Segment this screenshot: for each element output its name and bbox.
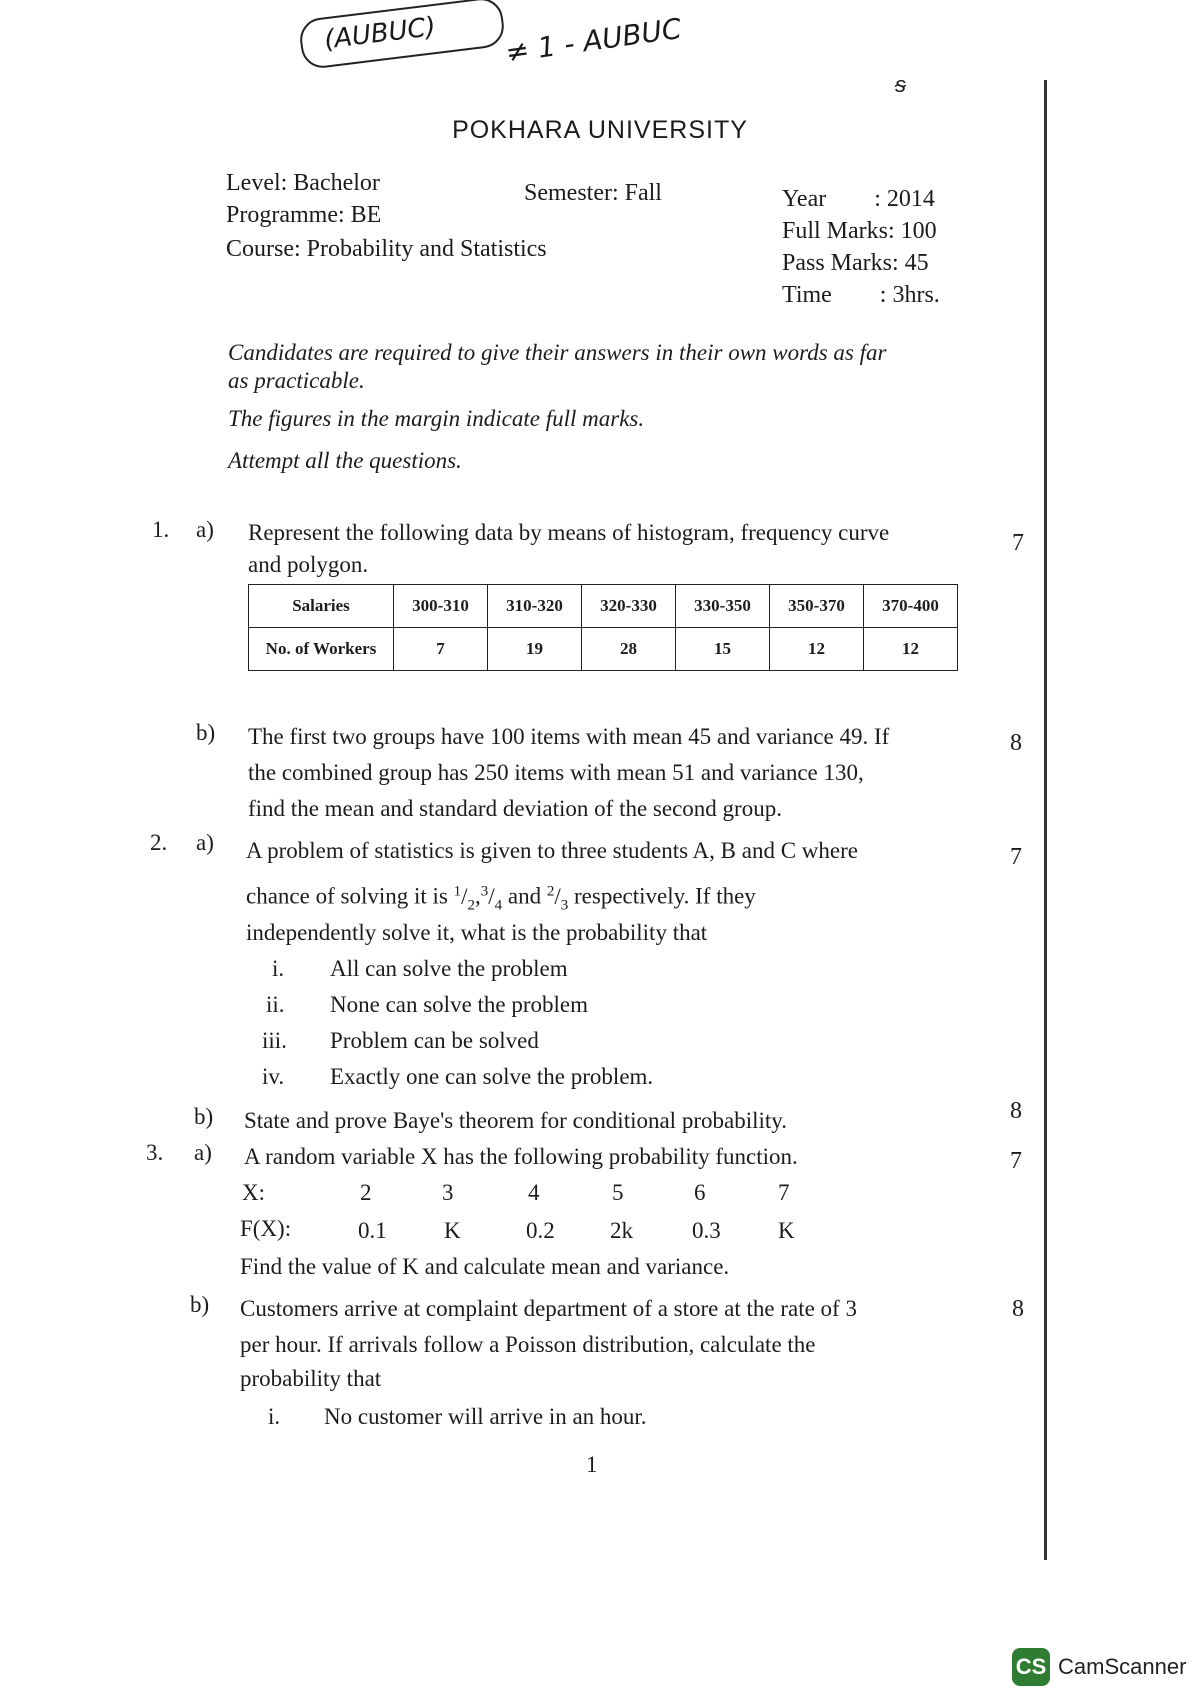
handwritten-note-3: ᵴ	[895, 73, 906, 98]
level: Level: Bachelor	[226, 170, 380, 196]
q2b-marks: 8	[1010, 1098, 1022, 1124]
f-value: 2k	[610, 1218, 633, 1243]
semester: Semester: Fall	[524, 180, 662, 206]
q2b-text: State and prove Baye's theorem for conditional probability.	[244, 1108, 788, 1133]
table-cell: Salaries	[249, 585, 394, 628]
x-value: 7	[778, 1180, 790, 1205]
q2a-text-1: A problem of statistics is given to three students A, B and C where	[246, 838, 858, 863]
q3a-label: a)	[194, 1140, 212, 1165]
table-cell: 15	[676, 628, 770, 671]
q1a-text-1: Represent the following data by means of histogram, frequency curve	[248, 520, 890, 545]
year: Year : 2014	[782, 186, 935, 212]
q1b-marks: 8	[1010, 730, 1022, 756]
handwritten-note-1: (AUBUC)	[322, 11, 438, 56]
table-row	[249, 628, 958, 671]
handwritten-note-2: ≠ 1 - AUBUC	[503, 11, 684, 70]
fraction-3: $^2/_3$	[546, 883, 569, 914]
table-cell: 320-330	[582, 585, 676, 628]
q2a-text-2: chance of solving it is $^1/_2,^3/_4$ and $^2/_3$ respectively. If they	[246, 883, 756, 914]
table-cell: 12	[770, 628, 864, 671]
table-cell: 310-320	[488, 585, 582, 628]
camscanner-label: CamScanner	[1058, 1654, 1187, 1679]
q3b-text-1: Customers arrive at complaint department of a store at the rate of 3	[240, 1296, 857, 1321]
list-item: None can solve the problem	[330, 992, 589, 1017]
instruction-line-3: The figures in the margin indicate full marks.	[228, 406, 645, 431]
q3b-label: b)	[190, 1292, 210, 1317]
table-cell: 300-310	[394, 585, 488, 628]
q2a-text-2-pre: chance of solving it is	[246, 883, 448, 909]
f-value: K	[778, 1218, 795, 1243]
list-item: Problem can be solved	[330, 1028, 539, 1053]
table-cell: 370-400	[864, 585, 958, 628]
fraction-1: $^1/_2$	[453, 883, 475, 914]
table-cell: 28	[582, 628, 676, 671]
q2a-text-3: independently solve it, what is the probability that	[246, 920, 708, 945]
frac2-den: 4	[494, 897, 503, 914]
list-item: Exactly one can solve the problem.	[330, 1064, 654, 1089]
instruction-line-1: Candidates are required to give their answers in their own words as far	[228, 340, 887, 365]
frac3-num: 2	[546, 883, 555, 899]
q2a-marks: 7	[1010, 844, 1022, 870]
q1b-label: b)	[196, 720, 216, 745]
q1b-text-1: The first two groups have 100 items with mean 45 and variance 49. If	[248, 724, 890, 749]
q2-number: 2.	[150, 830, 168, 855]
pass-marks: Pass Marks: 45	[782, 250, 929, 276]
salary-table	[248, 584, 958, 671]
time: Time : 3hrs.	[782, 282, 940, 308]
q3a-text-2: Find the value of K and calculate mean and variance.	[240, 1254, 730, 1279]
programme: Programme: BE	[226, 202, 382, 228]
x-label: X:	[242, 1180, 265, 1205]
x-value: 2	[360, 1180, 372, 1205]
x-value: 5	[612, 1180, 624, 1205]
q1a-text-2: and polygon.	[248, 552, 369, 577]
q3b-text-2: per hour. If arrivals follow a Poisson distribution, calculate the	[240, 1332, 816, 1357]
table-cell: 19	[488, 628, 582, 671]
x-value: 4	[528, 1180, 540, 1205]
table-cell: No. of Workers	[249, 628, 394, 671]
q2b-label: b)	[194, 1104, 214, 1129]
q3a-text: A random variable X has the following probability function.	[244, 1144, 798, 1169]
table-cell: 350-370	[770, 585, 864, 628]
q3b-text-3: probability that	[240, 1366, 382, 1391]
frac3-den: 3	[560, 897, 569, 914]
q1a-label: a)	[196, 517, 214, 542]
list-item: All can solve the problem	[330, 956, 568, 981]
fraction-2: $^3/_4$	[480, 883, 503, 914]
q2a-text-2-post: respectively. If they	[574, 883, 756, 909]
camscanner-logo-icon: CS	[1012, 1648, 1050, 1686]
camscanner-watermark	[1012, 1648, 1186, 1686]
frac2-num: 3	[480, 883, 489, 899]
q3-number: 3.	[146, 1140, 164, 1165]
q2a-label: a)	[196, 830, 214, 855]
x-value: 6	[694, 1180, 706, 1205]
q1-number: 1.	[152, 517, 170, 542]
list-item-number: iv.	[262, 1064, 285, 1089]
table-cell: 12	[864, 628, 958, 671]
course: Course: Probability and Statistics	[226, 236, 547, 262]
table-cell: 7	[394, 628, 488, 671]
instruction-line-2: as practicable.	[228, 368, 365, 393]
q1b-text-3: find the mean and standard deviation of the second group.	[248, 796, 782, 821]
list-item-number: i.	[272, 956, 285, 981]
and-word: and	[507, 883, 542, 909]
page-number: 1	[586, 1452, 598, 1477]
frac1-num: 1	[453, 883, 462, 899]
q1b-text-2: the combined group has 250 items with mean 51 and variance 130,	[248, 760, 864, 785]
full-marks: Full Marks: 100	[782, 218, 937, 244]
list-item-number: iii.	[262, 1028, 287, 1053]
table-cell: 330-350	[676, 585, 770, 628]
f-label: F(X):	[240, 1216, 292, 1241]
list-item: No customer will arrive in an hour.	[324, 1404, 647, 1429]
q3b-marks: 8	[1012, 1296, 1024, 1322]
university-title: POKHARA UNIVERSITY	[452, 116, 748, 144]
q3a-marks: 7	[1010, 1148, 1022, 1174]
frac1-den: 2	[467, 897, 475, 914]
x-value: 3	[442, 1180, 454, 1205]
handwritten-bubble	[298, 0, 507, 70]
margin-line	[1044, 80, 1047, 1560]
instruction-line-4: Attempt all the questions.	[228, 448, 462, 473]
list-item-number: i.	[268, 1404, 281, 1429]
f-value: 0.3	[692, 1218, 721, 1243]
f-value: K	[444, 1218, 461, 1243]
f-value: 0.2	[526, 1218, 555, 1243]
q1a-marks: 7	[1012, 530, 1024, 556]
list-item-number: ii.	[266, 992, 285, 1017]
f-value: 0.1	[358, 1218, 387, 1243]
table-row	[249, 585, 958, 628]
